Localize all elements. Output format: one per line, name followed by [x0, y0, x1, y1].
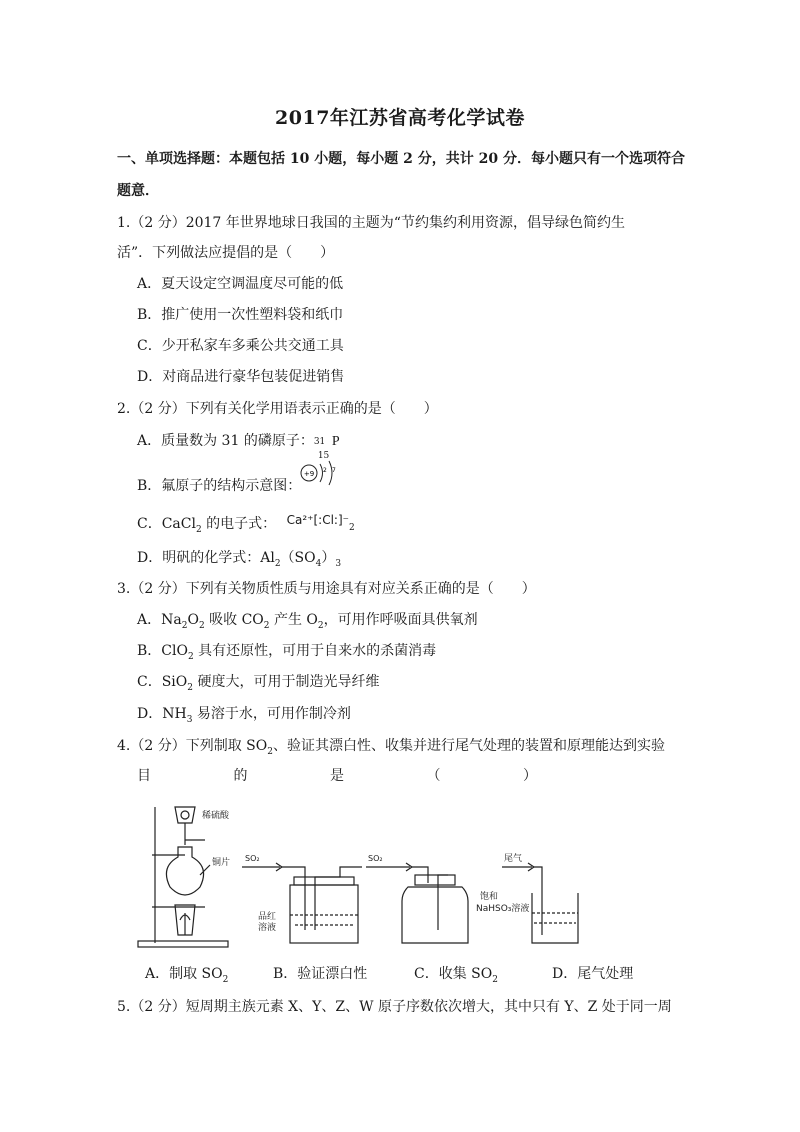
- q3-a-sub1: 2: [181, 620, 188, 631]
- q2-option-b: [137, 475, 301, 495]
- q3-c-part2: 硬度大，可用于制造光导纤维: [193, 674, 380, 690]
- q3-d-part2: 易溶于水，可用作制冷剂: [192, 706, 351, 722]
- q2-option-d-sub1: 2: [274, 558, 281, 569]
- caption-c: [414, 963, 498, 985]
- q3-d-part1: D．NH: [137, 706, 187, 722]
- q4-word-5: ）: [523, 768, 537, 784]
- q4-stem-line2: [137, 765, 537, 785]
- q3-a-sub3: 2: [263, 620, 270, 631]
- label-saturated: 饱和: [480, 892, 499, 902]
- q3-option-b: [137, 640, 436, 662]
- q3-c-sub1: 2: [187, 682, 193, 693]
- q3-stem: 3.（2 分）下列有关物质性质与用途具有对应关系正确的是（ ）: [117, 581, 536, 597]
- q3-b-sub1: 2: [187, 651, 194, 662]
- q1-stem-line2: 活”．下列做法应提倡的是（ ）: [117, 245, 335, 261]
- label-so2-b: SO₂: [245, 854, 260, 863]
- q4-word-4: （: [426, 768, 441, 784]
- apparatus-c-gas-collection: [366, 863, 468, 943]
- q3-d-sub1: 3: [186, 714, 193, 725]
- q3-b-part2: 具有还原性，可用于自来水的杀菌消毒: [193, 643, 437, 659]
- q2-option-c-sub: 2: [195, 524, 202, 535]
- q4-word-1: 目: [137, 768, 151, 784]
- q2-option-d-sub2: 4: [315, 558, 322, 569]
- q2-option-d-mid: （SO: [280, 550, 316, 566]
- fluorine-atom-structure-diagram: [299, 458, 341, 488]
- q2-option-c-suffix: 的电子式：: [201, 516, 277, 532]
- q4-word-2: 的: [233, 768, 248, 784]
- label-so2-c: SO₂: [368, 854, 383, 863]
- caption-d: D．尾气处理: [552, 966, 634, 982]
- q1-option-b: B．推广使用一次性塑料袋和纸巾: [137, 307, 344, 323]
- q3-option-a: [137, 609, 478, 631]
- q2-option-c-text: C．CaCl: [137, 516, 196, 532]
- label-dilute-sulfuric-acid: 稀硫酸: [202, 811, 230, 821]
- shell-2-electrons: 7: [332, 467, 336, 474]
- q2-stem: 2.（2 分）下列有关化学用语表示正确的是（ ）: [117, 401, 438, 417]
- q3-option-d: [137, 703, 351, 725]
- q4-stem-sub: 2: [267, 746, 273, 757]
- q4-apparatus-figure: [130, 795, 690, 955]
- apparatus-a-so2-generator: [138, 807, 231, 947]
- label-nahso3-solution: NaHSO₃溶液: [476, 904, 530, 914]
- apparatus-d-tail-gas-absorption: [502, 863, 578, 943]
- q1-option-a: A．夏天设定空调温度尽可能的低: [137, 276, 344, 292]
- q4-stem-part2: 、验证其漂白性、收集并进行尾气处理的装置和原理能达到实验: [272, 738, 665, 754]
- q2-option-d-end: ）: [321, 550, 336, 566]
- q4-stem-line1: [117, 735, 665, 757]
- caption-b: B．验证漂白性: [273, 966, 368, 982]
- section-heading-line1: 一、单项选择题：本题包括 10 小题，每小题 2 分，共计 20 分．每小题只有一个选项符合: [117, 151, 685, 167]
- q1-option-c: C．少开私家车多乘公共交通工具: [137, 338, 344, 354]
- shell-1-electrons: 2: [323, 467, 327, 474]
- q1-stem-line1: 1.（2 分）2017 年世界地球日我国的主题为“节约集约利用资源，倡导绿色简约生: [117, 215, 625, 231]
- q3-a-part3: 吸收 CO: [204, 612, 264, 628]
- cacl2-electron-formula: Ca²⁺[:Cl:]⁻: [286, 513, 349, 527]
- caption-a-text: A．制取 SO: [145, 966, 223, 982]
- q1-option-d: D．对商品进行豪华包装促进销售: [137, 369, 345, 385]
- q3-c-part1: C．SiO: [137, 674, 188, 690]
- label-solution: 溶液: [258, 923, 277, 933]
- q2-option-d-sub3: 3: [335, 558, 342, 569]
- cacl2-electron-formula-sub: 2: [348, 522, 355, 533]
- q3-a-part4: 产生 O: [269, 612, 318, 628]
- atomic-number: 15: [317, 451, 330, 461]
- q4-word-3: 是: [330, 768, 344, 784]
- label-tail-gas: 尾气: [504, 854, 523, 864]
- page-title: 2017年江苏省高考化学试卷: [275, 107, 525, 129]
- caption-a-sub: 2: [222, 974, 229, 985]
- section-heading-line2: 题意．: [117, 183, 159, 199]
- q3-a-part1: A．Na: [137, 612, 182, 628]
- q3-b-part1: B．ClO: [137, 643, 188, 659]
- q2-option-d-text: D．明矾的化学式：Al: [137, 550, 275, 566]
- q3-a-sub4: 2: [317, 620, 324, 631]
- q2-option-d: [137, 547, 341, 569]
- label-pinhong: 品红: [258, 912, 277, 922]
- caption-c-text: C．收集 SO: [414, 966, 493, 982]
- caption-c-sub: 2: [492, 974, 498, 985]
- q3-a-part5: ，可用作呼吸面具供氧剂: [323, 612, 478, 628]
- q2-option-c: [137, 513, 355, 535]
- q5-stem-line1: 5.（2 分）短周期主族元素 X、Y、Z、W 原子序数依次增大，其中只有 Y、Z 处于同一周: [117, 999, 672, 1015]
- mass-number: 31: [313, 437, 326, 447]
- phosphorus-symbol: P: [331, 434, 340, 449]
- q3-a-part2: O: [187, 612, 199, 628]
- q3-option-c: [137, 671, 379, 693]
- q2-option-a-text: A．质量数为 31 的磷原子：: [137, 433, 314, 449]
- q2-option-b-text: B．氟原子的结构示意图：: [137, 478, 302, 494]
- nucleus-charge: +9: [303, 470, 315, 478]
- caption-a: [145, 963, 228, 985]
- q4-stem-part1: 4.（2 分）下列制取 SO: [117, 738, 268, 754]
- q2-option-a: [137, 430, 340, 461]
- q3-a-sub2: 2: [198, 620, 205, 631]
- label-copper: 铜片: [212, 858, 231, 868]
